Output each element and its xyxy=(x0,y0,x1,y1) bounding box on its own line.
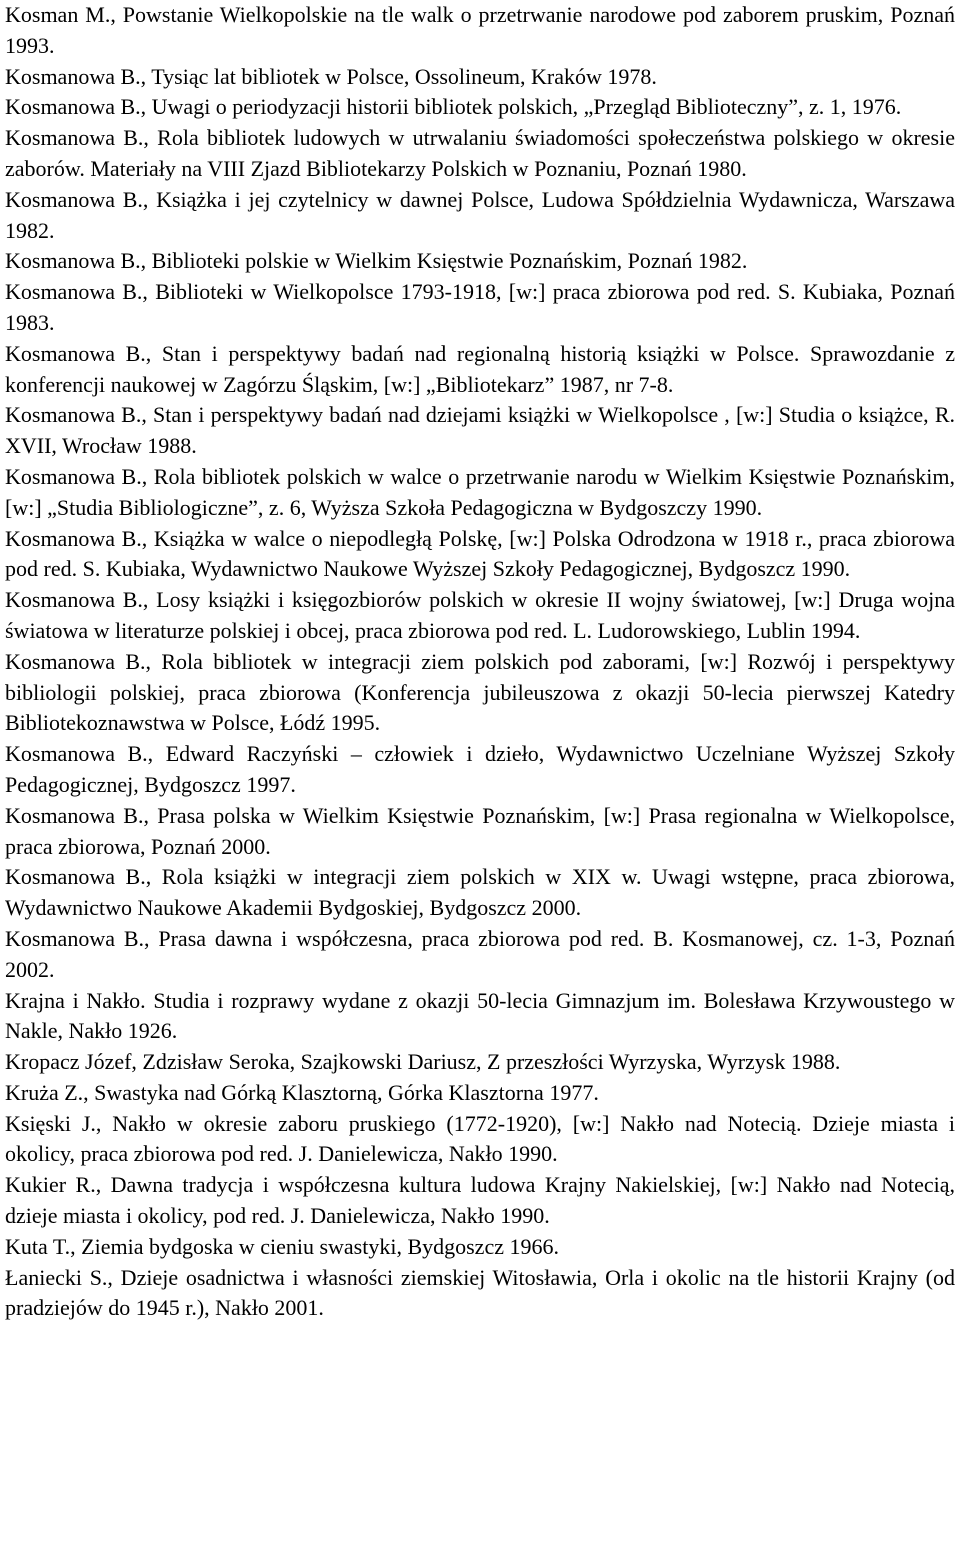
bibliography-entry: Kosmanowa B., Prasa polska w Wielkim Księstwie Poznańskim, [w:] Prasa regionalna w Wielkopolsce, praca zbiorowa, Poznań 2000. xyxy=(5,802,955,859)
bibliography-entry: Łaniecki S., Dzieje osadnictwa i własności ziemskiej Witosławia, Orla i okolic na tle historii Krajny (od pradziejów do 1945 r.), Nakło 2001. xyxy=(5,1264,955,1321)
bibliography-entry: Krajna i Nakło. Studia i rozprawy wydane z okazji 50-lecia Gimnazjum im. Bolesława Krzywoustego w Nakle, Nakło 1926. xyxy=(5,987,955,1044)
bibliography-entry: Kosmanowa B., Biblioteki w Wielkopolsce 1793-1918, [w:] praca zbiorowa pod red. S. Kubiaka, Poznań 1983. xyxy=(5,279,955,335)
bibliography-entry: Księski J., Nakło w okresie zaboru pruskiego (1772-1920), [w:] Nakło nad Notecią. Dzieje miasta i okolicy, praca zbiorowa pod red. J. Danielewicza, Nakło 1990. xyxy=(5,1110,955,1167)
bibliography-entry: Kukier R., Dawna tradycja i współczesna kultura ludowa Krajny Nakielskiej, [w:] Nakło nad Notecią, dzieje miasta i okolicy, pod red. J. Danielewicza, Nakło 1990. xyxy=(5,1172,955,1229)
bibliography-entry: Kosmanowa B., Biblioteki polskie w Wielkim Księstwie Poznańskim, Poznań 1982. xyxy=(5,248,748,274)
bibliography-entry: Kosmanowa B., Rola bibliotek ludowych w utrwalaniu świadomości społeczeństwa polskiego w okresie zaborów. Materiały na VIII Zjazd Bibliotekarzy Polskich w Poznaniu, Poznań 1980. xyxy=(5,125,955,181)
bibliography-entry: Kruża Z., Swastyka nad Górką Klasztorną, Górka Klasztorna 1977. xyxy=(5,1079,599,1105)
bibliography-entry: Kropacz Józef, Zdzisław Seroka, Szajkowski Dariusz, Z przeszłości Wyrzyska, Wyrzysk 1988. xyxy=(5,1049,841,1075)
bibliography-entry: Kosman M., Powstanie Wielkopolskie na tle walk o przetrwanie narodowe pod zaborem pruskim, Poznań 1993. xyxy=(5,2,955,58)
bibliography-entry: Kosmanowa B., Losy książki i księgozbiorów polskich w okresie II wojny światowej, [w:] Druga wojna światowa w literaturze polskiej i obcej, praca zbiorowa pod red. L. Ludorowskiego, Lublin 1994. xyxy=(5,587,955,643)
bibliography-entry: Kosmanowa B., Tysiąc lat bibliotek w Polsce, Ossolineum, Kraków 1978. xyxy=(5,63,657,89)
bibliography-entry: Kosmanowa B., Stan i perspektywy badań nad dziejami książki w Wielkopolsce , [w:] Studia o książce, R. XVII, Wrocław 1988. xyxy=(5,402,955,459)
bibliography-entry: Kosmanowa B., Książka w walce o niepodległą Polskę, [w:] Polska Odrodzona w 1918 r., praca zbiorowa pod red. S. Kubiaka, Wydawnictwo Naukowe Wyższej Szkoły Pedagogicznej, Bydgoszcz 1990. xyxy=(5,525,955,582)
bibliography-list xyxy=(5,0,955,1324)
bibliography-entry: Kosmanowa B., Stan i perspektywy badań nad regionalną historią książki w Polsce. Sprawozdanie z konferencji naukowej w Zagórzu Śląskim, [w:] „Bibliotekarz” 1987, nr 7-8. xyxy=(5,340,955,397)
bibliography-entry: Kosmanowa B., Prasa dawna i współczesna, praca zbiorowa pod red. B. Kosmanowej, cz. 1-3, Poznań 2002. xyxy=(5,925,955,982)
bibliography-entry: Kosmanowa B., Książka i jej czytelnicy w dawnej Polsce, Ludowa Spółdzielnia Wydawnicza, Warszawa 1982. xyxy=(5,186,955,243)
bibliography-entry: Kosmanowa B., Uwagi o periodyzacji historii bibliotek polskich, „Przegląd Biblioteczny”, z. 1, 1976. xyxy=(5,94,902,120)
bibliography-entry: Kosmanowa B., Rola książki w integracji ziem polskich w XIX w. Uwagi wstępne, praca zbiorowa, Wydawnictwo Naukowe Akademii Bydgoskiej, Bydgoszcz 2000. xyxy=(5,864,955,921)
bibliography-entry: Kosmanowa B., Rola bibliotek w integracji ziem polskich pod zaborami, [w:] Rozwój i perspektywy bibliologii polskiej, praca zbiorowa (Konferencja jubileuszowa z okazji 50-lecia pierwszej Katedry Bibliotekoznawstwa w Polsce, Łódź 1995. xyxy=(5,648,955,736)
bibliography-entry: Kosmanowa B., Edward Raczyński – człowiek i dzieło, Wydawnictwo Uczelniane Wyższej Szkoły Pedagogicznej, Bydgoszcz 1997. xyxy=(5,741,955,797)
bibliography-entry: Kuta T., Ziemia bydgoska w cieniu swastyki, Bydgoszcz 1966. xyxy=(5,1233,559,1259)
bibliography-entry: Kosmanowa B., Rola bibliotek polskich w walce o przetrwanie narodu w Wielkim Księstwie Poznańskim, [w:] „Studia Bibliologiczne”, z. 6, Wyższa Szkoła Pedagogiczna w Bydgoszczy 1990. xyxy=(5,463,955,520)
